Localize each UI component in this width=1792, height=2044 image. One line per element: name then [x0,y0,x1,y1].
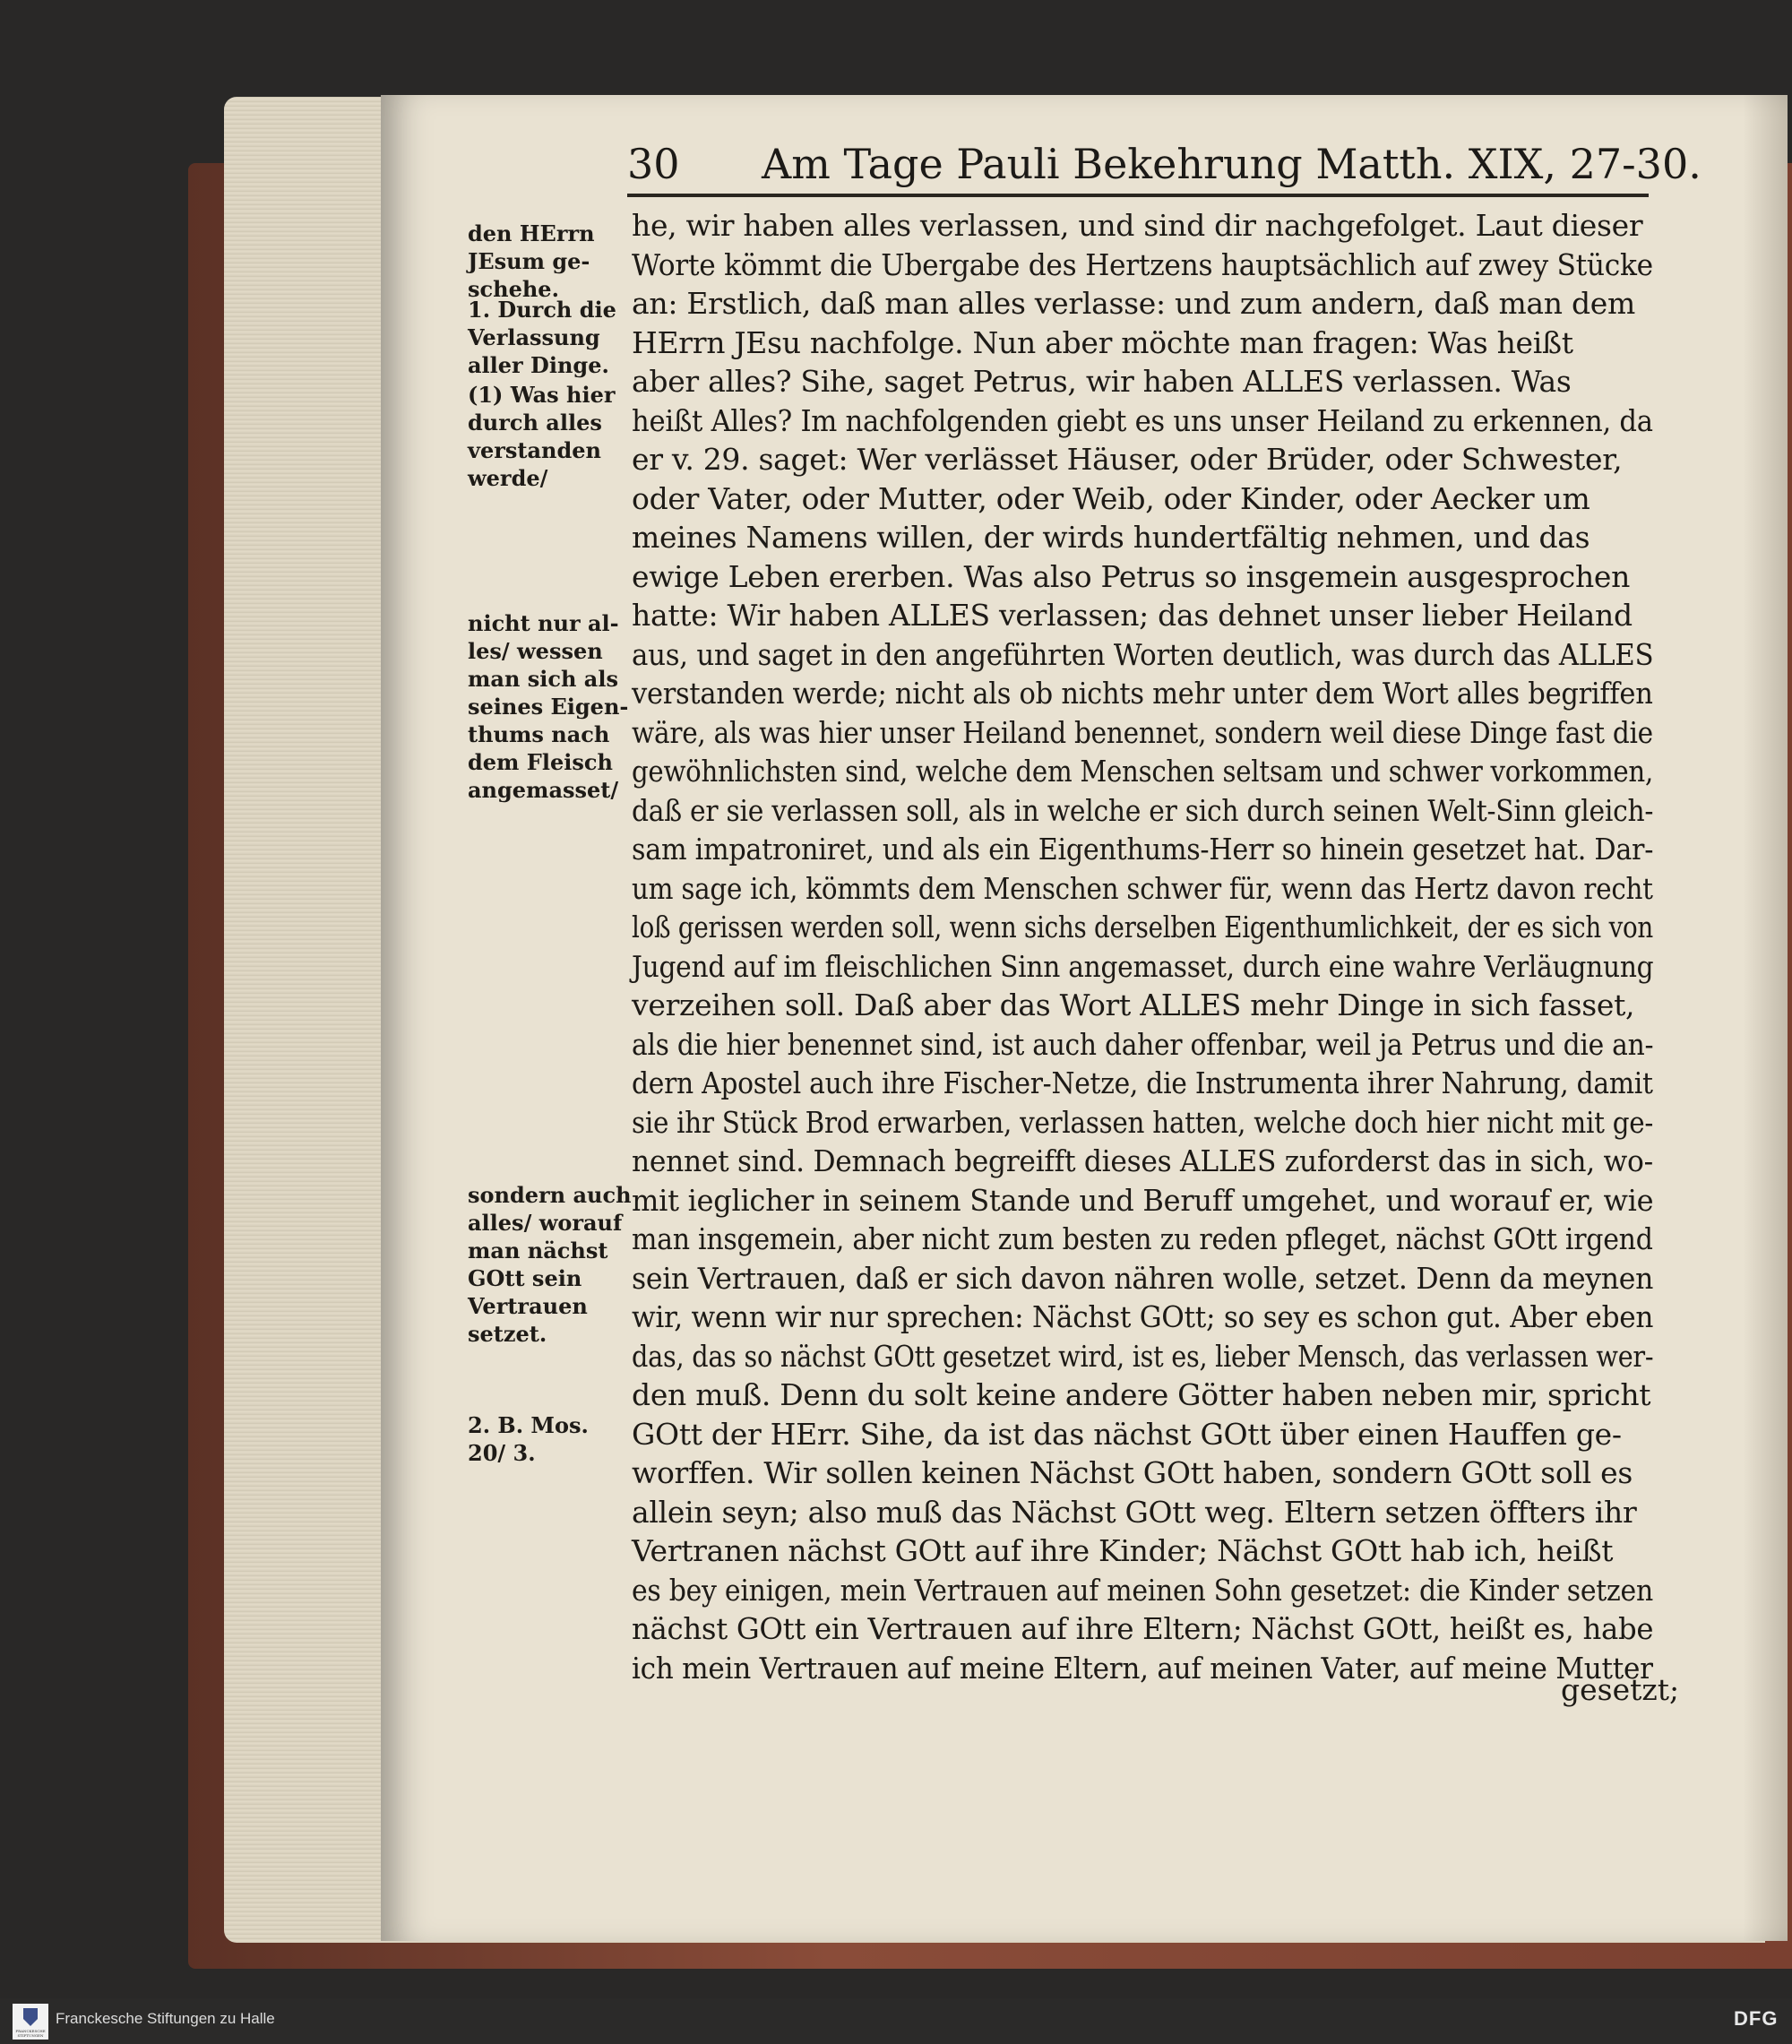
text-line: mit ieglicher in seinem Stande und Beruff umgehet, und worauf er, wie [632,1182,1654,1218]
text-line: verzeihen soll. Daß aber das Wort ALLES mehr Dinge in sich fasset, [632,988,1635,1022]
text-line: nennet sind. Demnach begreifft dieses ALLES zuforderst das in sich, wo- [632,1143,1653,1178]
text-line: GOtt der HErr. Sihe, da ist das nächst GOtt über einen Hauffen ge- [632,1416,1622,1452]
margin-note-line: angemasset/ [468,777,619,803]
text-line: meines Namens willen, der wirds hundertfältig nehmen, und das [632,520,1590,555]
text-line: Jugend auf im fleischlichen Sinn angemasset, durch eine wahre Verläugnung [632,948,1654,984]
margin-note-line: seines Eigen- [468,694,629,720]
margin-note-line: (1) Was hier [468,382,616,408]
margin-note [468,609,638,804]
text-line: loß gerissen werden soll, wenn sichs derselben Eigenthumlichkeit, der es sich von [632,910,1654,944]
text-line: sie ihr Stück Brod erwarben, verlassen hatten, welche doch hier nicht mit ge- [632,1104,1654,1140]
shield-icon [23,2008,38,2026]
running-header [627,133,1774,195]
margin-note-line: 2. B. Mos. [468,1412,589,1438]
text-line: dern Apostel auch ihre Fischer-Netze, die Instrumenta ihrer Nahrung, damit [632,1065,1653,1100]
text-line: gewöhnlichsten sind, welche dem Menschen seltsam und schwer vorkommen, [632,754,1653,789]
text-line: das, das so nächst GOtt gesetzet wird, ist es, lieber Mensch, das verlassen wer- [632,1338,1654,1374]
margin-note-line: les/ wessen [468,638,603,664]
catchword: gesetzt; [1561,1672,1680,1707]
margin-note [468,1411,638,1467]
text-line: den muß. Denn du solt keine andere Götter haben neben mir, spricht [632,1377,1651,1412]
margin-note-line: 20/ 3. [468,1440,536,1466]
margin-note [468,296,638,379]
margin-note-line: sondern auch [468,1182,632,1208]
margin-note-line: den HErrn [468,220,595,246]
margin-note-line: werde/ [468,465,548,491]
text-line: aber alles? Sihe, saget Petrus, wir haben ALLES verlassen. Was [632,364,1572,399]
text-line: sein Vertrauen, daß er sich davon nähren wolle, setzet. Denn da meynen [632,1260,1654,1296]
margin-note-line: dem Fleisch [468,749,613,775]
page-shading [1743,95,1788,1941]
text-line: als die hier benennet sind, ist auch daher offenbar, weil ja Petrus und die an- [632,1026,1654,1062]
margin-note-line: aller Dinge. [468,352,609,378]
margin-note-line: GOtt sein [468,1265,582,1291]
text-line: es bey einigen, mein Vertrauen auf meinen Sohn gesetzet: die Kinder setzen [632,1572,1653,1608]
text-line: um sage ich, kömmts dem Menschen schwer für, wenn das Hertz davon recht [632,870,1653,906]
text-line: heißt Alles? Im nachfolgenden giebt es uns unser Heiland zu erkennen, da [632,402,1653,438]
logo-label: FRANCKESCHE STIFTUNGEN [15,2029,46,2037]
margin-note-line: nicht nur al- [468,610,619,636]
margin-note-line: Vertrauen [468,1293,588,1319]
text-line: hatte: Wir haben ALLES verlassen; das dehnet unser lieber Heiland [632,598,1633,633]
header-rule [627,194,1649,197]
text-line: allein seyn; also muß das Nächst GOtt weg. Eltern setzen öffters ihr [632,1494,1637,1530]
text-line: ewige Leben ererben. Was also Petrus so insgemein ausgesprochen [632,558,1631,594]
margin-note-line: setzet. [468,1321,547,1347]
margin-note-line: thums nach [468,721,610,747]
text-line: wäre, als was hier unser Heiland benennet, sondern weil diese Dinge fast die [632,714,1653,750]
margin-note-line: alles/ worauf [468,1210,623,1236]
text-line: nächst GOtt ein Vertrauen auf ihre Eltern; Nächst GOtt, heißt es, habe [632,1611,1654,1646]
margin-note-line: man sich als [468,666,618,692]
page-number: 30 [627,140,680,188]
text-line: wir, wenn wir nur sprechen: Nächst GOtt; so sey es schon gut. Aber eben [632,1299,1654,1334]
text-line: he, wir haben alles verlassen, und sind dir nachgefolget. Laut dieser [632,208,1643,243]
text-line: man insgemein, aber nicht zum besten zu reden pfleget, nächst GOtt irgend [632,1221,1653,1256]
text-line: Worte kömmt die Ubergabe des Hertzens hauptsächlich auf zwey Stücke [632,246,1653,282]
text-line: daß er sie verlassen soll, als in welche er sich durch seinen Welt-Sinn gleich- [632,792,1654,828]
text-line: aus, und saget in den angeführten Worten deutlich, was durch das ALLES [632,636,1654,672]
text-line: worffen. Wir sollen keinen Nächst GOtt haben, sondern GOtt soll es [632,1455,1633,1490]
dfg-logo[interactable]: DFG [1734,2007,1779,2030]
margin-note [468,220,638,303]
margin-note [468,1181,638,1348]
running-title: Am Tage Pauli Bekehrung Matth. XIX, 27-30. [762,140,1702,188]
institution-logo[interactable] [13,2004,48,2040]
text-line: Vertranen nächst GOtt auf ihre Kinder; Nächst GOtt hab ich, heißt [632,1533,1614,1568]
institution-name[interactable]: Franckesche Stiftungen zu Halle [56,2010,275,2027]
text-line: oder Vater, oder Mutter, oder Weib, oder Kinder, oder Aecker um [632,480,1590,516]
margin-note-line: durch alles [468,410,602,436]
text-line: er v. 29. saget: Wer verlässet Häuser, oder Brüder, oder Schwester, [632,442,1623,477]
margin-note-line: verstanden [468,437,601,463]
margin-note-line: schehe. [468,276,559,302]
margin-note-line: 1. Durch die [468,297,616,323]
margin-note-line: man nächst [468,1238,608,1263]
text-line: verstanden werde; nicht als ob nichts mehr unter dem Wort alles begriffen [632,676,1653,711]
text-line: ich mein Vertrauen auf meine Eltern, auf meinen Vater, auf meine Mutter [632,1650,1653,1686]
text-line: an: Erstlich, daß man alles verlasse: und zum andern, daß man dem [632,286,1635,321]
text-line: sam impatroniret, und als ein Eigenthums-Herr so hinein gesetzet hat. Dar- [632,832,1654,867]
text-line: HErrn JEsu nachfolge. Nun aber möchte man fragen: Was heißt [632,324,1573,360]
margin-note [468,381,638,492]
margin-note-line: Verlassung [468,324,600,350]
margin-note-line: JEsum ge- [468,248,590,274]
